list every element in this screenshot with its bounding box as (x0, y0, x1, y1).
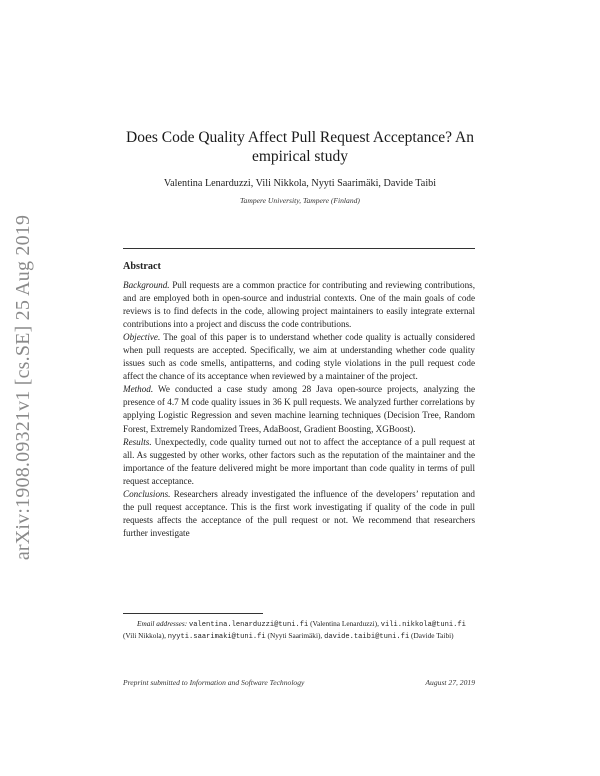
author-name: (Valentina Lenarduzzi), (310, 619, 379, 628)
author-name: (Vili Nikkola), (123, 630, 166, 640)
preprint-date: August 27, 2019 (425, 678, 475, 687)
section-text: Unexpectedly, code quality turned out not to affect the acceptance of a pull request at all. As suggested by other works, other factors such as the reputation of the maintainer and the importance of the feature delivered might be more important than code quality in terms of pull request acceptance. (123, 436, 475, 486)
affiliation: Tampere University, Tampere (Finland) (240, 196, 360, 205)
section-label: Results. (123, 436, 152, 447)
section-label: Objective. (123, 332, 161, 343)
section-label: Background. (123, 280, 170, 290)
email-footnote (123, 619, 475, 642)
author-name: (Davide Taibi) (411, 630, 454, 640)
abstract-objective (123, 331, 475, 383)
abstract-heading: Abstract (123, 261, 161, 272)
section-text: We conducted a case study among 28 Java open-source projects, analyzing the presence of 4.7 M code quality issues in 36 K pull requests. We analyzed further correlations by applying Logistic Regression and seven machine learning techniques (Decision Tree, Random Forest, Extremely Randomized Trees, AdaBoost, Gradient Boosting, XGBoost). (123, 384, 475, 434)
abstract-method (123, 383, 475, 435)
paper-title: Does Code Quality Affect Pull Request Acceptance? An empirical study (126, 129, 474, 165)
author-name: (Nyyti Saarimäki), (267, 630, 323, 640)
abstract-conclusions (123, 488, 475, 540)
arxiv-identifier (2, 205, 46, 570)
author-email[interactable]: vili.nikkola@tuni.fi (380, 621, 466, 629)
preprint-note: Preprint submitted to Information and Software Technology (123, 678, 305, 687)
abstract-top-rule (123, 248, 475, 249)
arxiv-identifier-text: arXiv:1908.09321v1 [cs.SE] 25 Aug 2019 (12, 214, 35, 561)
abstract-results (123, 436, 475, 488)
author-email[interactable]: nyyti.saarimaki@tuni.fi (167, 632, 266, 641)
section-label: Method. (123, 384, 154, 395)
author-list: Valentina Lenarduzzi, Vili Nikkola, Nyyti Saarimäki, Davide Taibi (163, 178, 437, 189)
section-text: Pull requests are a common practice for contributing and reviewing contributions, and are employed both in open-source and industrial contexts. One of the main goals of code reviews is to find defects in the code, allowing project maintainers to easily integrate external contributions into a project and discuss the code contributions. (123, 280, 475, 330)
author-email[interactable]: valentina.lenarduzzi@tuni.fi (189, 621, 309, 629)
section-label: Conclusions. (123, 488, 171, 499)
footnote-rule (123, 613, 263, 614)
author-email[interactable]: davide.taibi@tuni.fi (324, 632, 410, 641)
footnote-label: Email addresses: (137, 619, 188, 628)
section-text: The goal of this paper is to understand whether code quality is actually considered when pull requests are accepted. Specifically, we aim at understanding whether code quality issues such as code smells, antipatterns, and coding style violations in the pull request code affect the chance of its acceptance when reviewed by a maintainer of the project. (123, 332, 475, 382)
abstract-background (123, 279, 475, 331)
section-text: Researchers already investigated the influence of the developers’ reputation and the pull request acceptance. This is the first work investigating if quality of the code in pull requests affects the acceptance of the pull request or not. We recommend that researchers further investigate (123, 488, 475, 538)
abstract-body (123, 279, 475, 540)
